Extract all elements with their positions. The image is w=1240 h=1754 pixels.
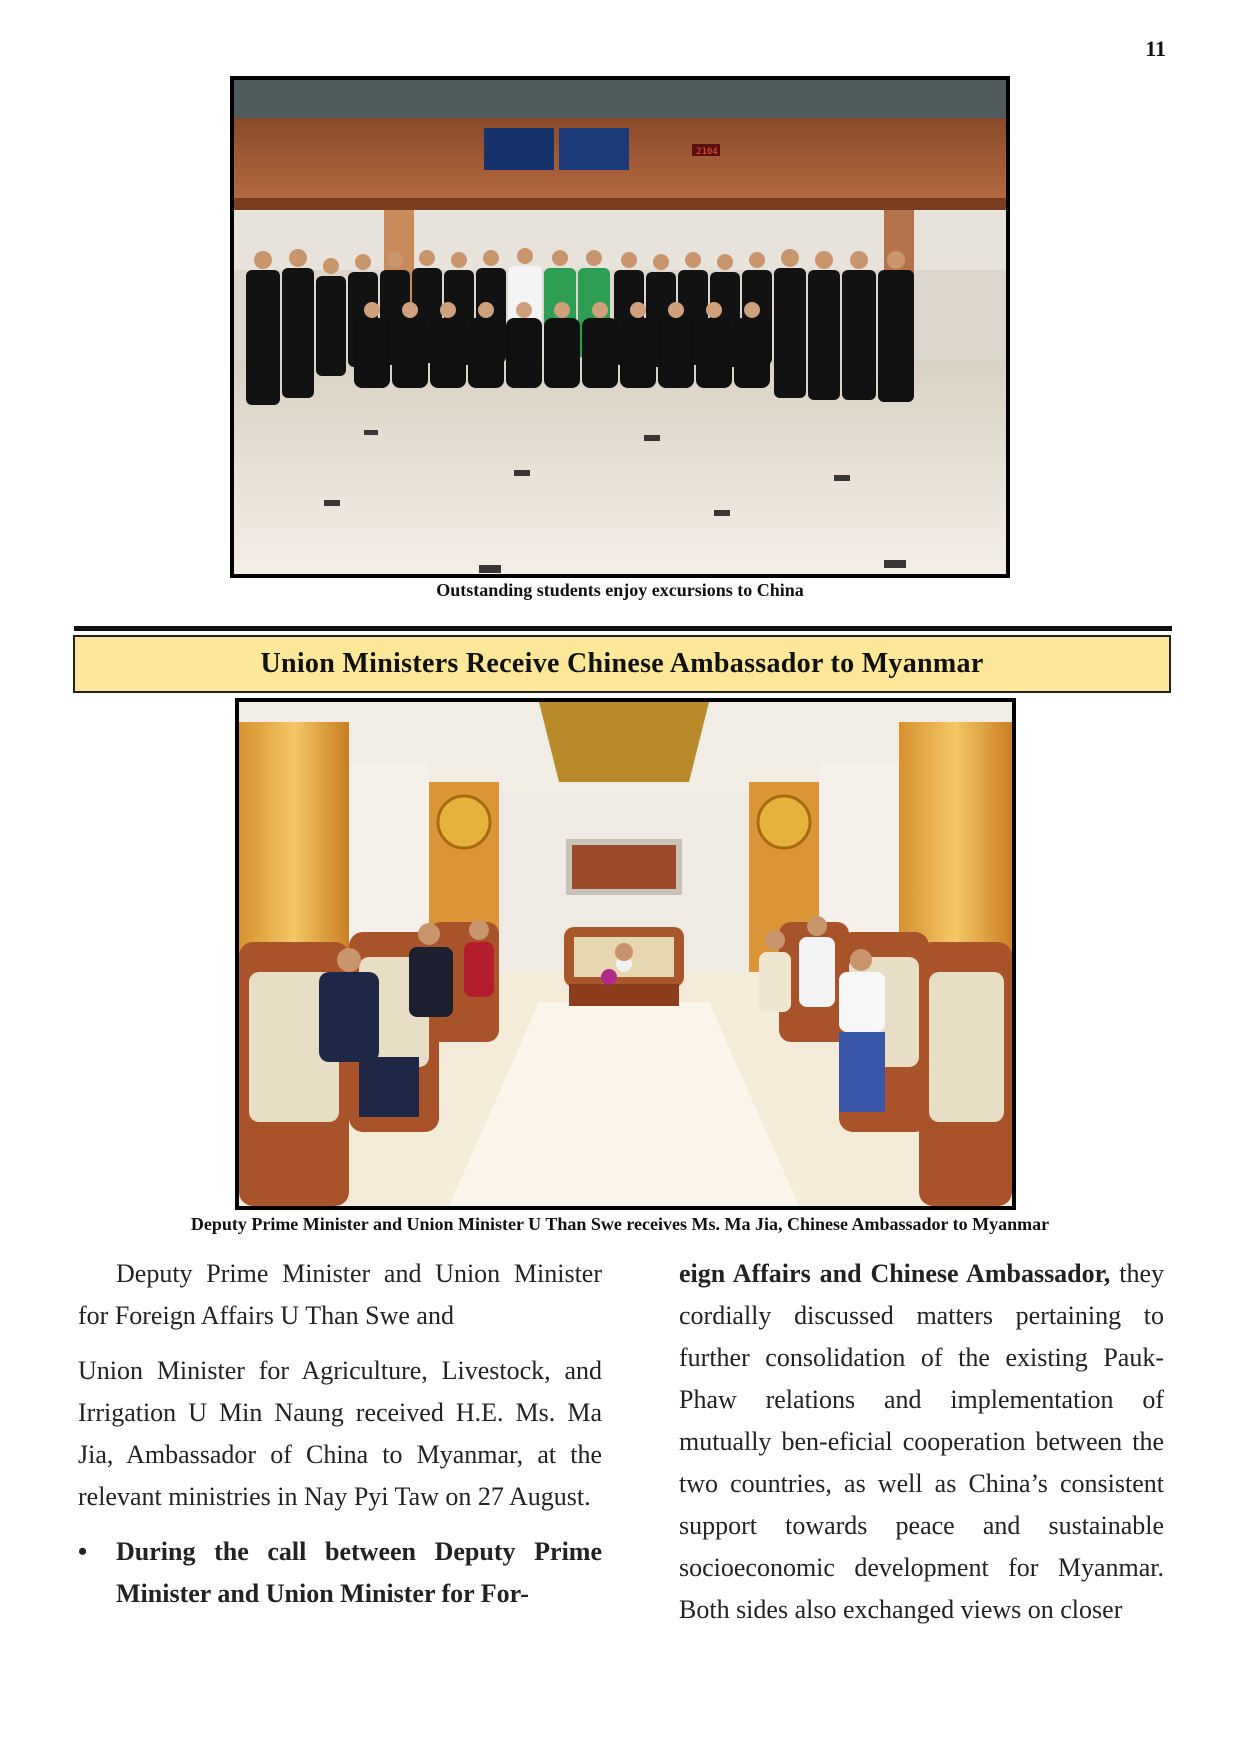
article-left-column xyxy=(78,1253,602,1615)
article-paragraph-1: Deputy Prime Minister and Union Minister for Foreign Affairs U Than Swe and xyxy=(78,1259,602,1330)
article-paragraph-2: Union Minister for Agriculture, Livestock, and Irrigation U Min Naung received H.E. Ms. Ma Jia, Ambassador of China to Myanmar, at the relevant ministries in Nay Pyi Taw on 27 August. xyxy=(78,1356,602,1511)
bullet-item xyxy=(78,1531,602,1615)
section-headline: Union Ministers Receive Chinese Ambassador to Myanmar xyxy=(73,635,1171,693)
section-divider xyxy=(74,626,1172,631)
students-photo-illustration xyxy=(234,80,1006,574)
meeting-photo xyxy=(235,698,1016,1210)
meeting-photo-illustration xyxy=(239,702,1012,1206)
bullet-marker: • xyxy=(78,1537,88,1566)
bold-lead-text: eign Affairs and Chinese Ambassador, xyxy=(679,1259,1111,1288)
article-right-column xyxy=(679,1253,1164,1631)
photo2-caption: Deputy Prime Minister and Union Minister U Than Swe receives Ms. Ma Jia, Chinese Ambassador to Myanmar xyxy=(190,1214,1050,1234)
article-right-text: they cordially discussed matters pertaining to further consolidation of the existing Pauk-Phaw relations and implementation of mutually ben-eficial cooperation between the two countries, as well as China’s consistent support towards peace and sustainable socioeconomic development for Myanmar. Both sides also exchanged views on closer xyxy=(679,1259,1164,1624)
page-number: 11 xyxy=(1145,36,1166,61)
students-group-photo xyxy=(230,76,1010,578)
photo1-caption: Outstanding students enjoy excursions to China xyxy=(436,580,804,600)
sign-text: 2104 xyxy=(696,147,718,157)
bullet-text: During the call between Deputy Prime Minister and Union Minister for For- xyxy=(116,1537,602,1608)
article-right-paragraph xyxy=(679,1253,1164,1631)
